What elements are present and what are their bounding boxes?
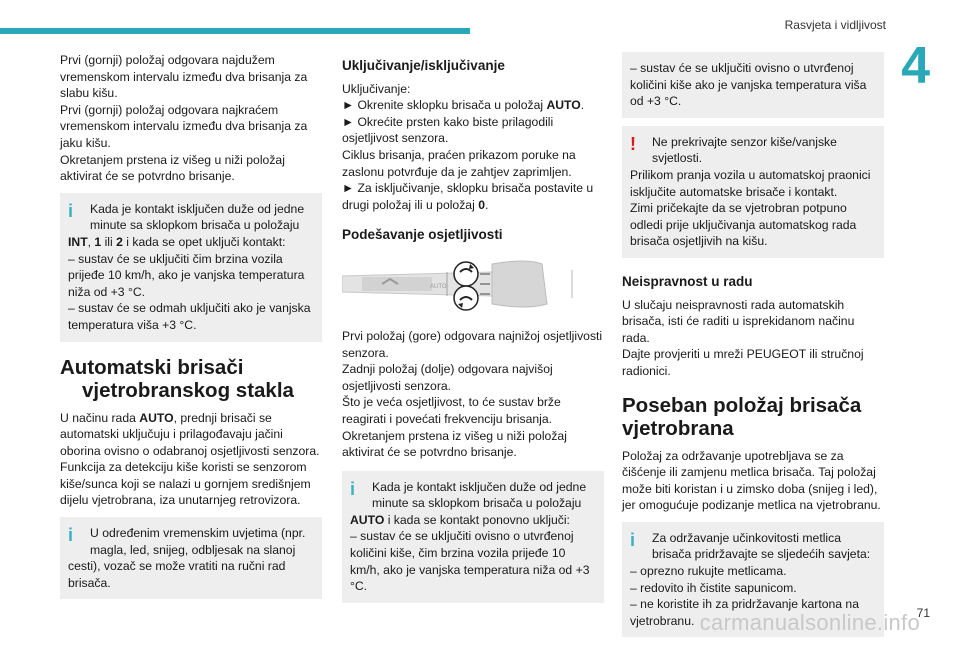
warning-box [622,126,884,258]
watermark: carmanualsonline.info [699,610,920,635]
info-icon: i [68,200,74,221]
warning-icon: ! [630,133,636,154]
warning-box-text: Ne prekrivajte senzor kiše/vanjske svjetlosti. [652,134,837,166]
column-2 [342,52,604,611]
section-header: Rasvjeta i vidljivost [784,18,886,32]
info-box-continued-text: – sustav će se uključiti ovisno o utvrđenoj količini kiše ako je vanjska temperatura viša od +3 °C. [630,61,867,109]
info-box-2 [60,517,322,599]
maintenance-paragraph: Položaj za održavanje upotrebljava se za čišćenje ili zamjenu metlica brisača. Taj položaj može biti koristan i u zimsko doba (snijeg i led), jer omogućuje podizanje metlica na vjetrobranu. [622,448,881,513]
on-label: Uključivanje: [342,81,411,96]
info-box-3 [342,471,604,603]
chapter-number: 4 [901,37,930,95]
top-accent-bar [0,28,470,34]
info-box-3-continued: AUTO i kada se kontakt ponovno uključi: – sustav će se uključiti ovisno o utvrđenoj količini kiše, čim brzina vozila prijeđe 10 km/h, ako je vanjska temperatura niža od +3 °C. [350,512,590,594]
wiper-stalk-illustration [342,250,582,318]
step-1: ► Okrenite sklopku brisača u položaj AUTO. [342,98,585,113]
info-icon: i [350,478,356,499]
column-3 [622,52,884,645]
info-box-continued: INT, 1 ili 2 i kada se opet uključi kontakt: – sustav će se uključiti čim brzina vozila prijeđe 10 km/h, ako je vanjska temperatura niža od +3 °C. – sustav će se odmah uključiti ako je vanjska temperatura viša +3 °C. [68,234,311,332]
step-3: ► Za isključivanje, sklopku brisača postavite u drugi položaj ili u položaj 0. [342,181,594,212]
info-box-3-text: Kada je kontakt isključen duže od jedne minute sa sklopkom brisača u položaju [372,479,587,511]
malfunction-paragraph: U slučaju neispravnosti rada automatskih brisača, isti će raditi u isprekidanom načinu rada. Dajte provjeriti u mreži PEUGEOT ili stručnoj radionici. [622,297,864,378]
info-icon: i [630,529,636,550]
info-box-4-text: Za održavanje učinkovitosti metlica brisača pridržavajte se sljedećih savjeta: [652,530,871,562]
info-box-2-continued: cesti), vozač se može vratiti na ručni rad brisača. [68,559,286,590]
section-heading-special-position: Poseban položaj brisača vjetrobrana [622,393,862,440]
heading-on-off: Uključivanje/isključivanje [342,58,505,73]
info-icon: i [68,525,74,546]
heading-malfunction: Neispravnost u radu [622,273,753,289]
info-box-4-continued: – oprezno rukujte metlicama. – redovito ih čistite sapunicom. – ne koristite ih za pridržavanje kartona na vjetrobranu. [630,564,859,628]
info-box-text: Kada je kontakt isključen duže od jedne minute sa sklopkom brisača u položaju [90,201,305,233]
info-box-continued-top [622,52,884,118]
auto-mode-paragraph: U načinu rada AUTO, prednji brisači se automatski uključuju i prilagođavaju jačini oborina ovisno o odabranoj osjetljivosti senzora. Funkcija za detekciju kiše koristi se senzorom kiše/sunca koji se nalazi u gornjem središnjem dijelu vjetrobrana, iza unutarnjeg retrovizora. [60,410,320,508]
warning-box-continued: Prilikom pranja vozila u automatskoj praonici isključite automatske brisače i kontakt. Zimi pričekajte da se vjetrobran potpuno odledi prije uključivanja automatskog rada brisača osjetljivih na kišu. [630,167,871,249]
step-2: ► Okrećite prsten kako biste prilagodili osjetljivost senzora. Ciklus brisanja, praćen prikazom poruke na zaslonu potvrđuje da je zahtjev zaprimljen. [342,114,576,179]
section-heading-auto-wipers: Automatski brisači vjetrobranskog stakla [60,355,294,402]
column-1 [60,52,322,607]
info-box [60,193,322,342]
heading-sensitivity: Podešavanje osjetljivosti [342,227,503,243]
stalk-auto-label: AUTO [430,283,447,290]
page-number: 71 [916,606,930,620]
info-box-2-text: U određenim vremenskim uvjetima (npr. magla, led, snijeg, odbljesak na slanoj [90,526,306,557]
sensitivity-paragraph: Prvi položaj (gore) odgovara najnižoj osjetljivosti senzora. Zadnji položaj (dolje) odgovara najvišoj osjetljivosti senzora. Što je veća osjetljivost, to će sustav brže reagirati i povećati frekvenciju brisanja. Okretanjem prstena iz višeg u niži položaj aktivirat će se potvrdno brisanje. [342,328,603,460]
intro-paragraph: Prvi (gornji) položaj odgovara najdužem vremenskom intervalu između dva brisanja za slabu kišu. Prvi (gornji) položaj odgovara najkraćem vremenskom intervalu između dva brisanja za jaku kišu. Okretanjem prstena iz višeg u niži položaj aktivirat će se potvrdno brisanje. [60,53,308,184]
